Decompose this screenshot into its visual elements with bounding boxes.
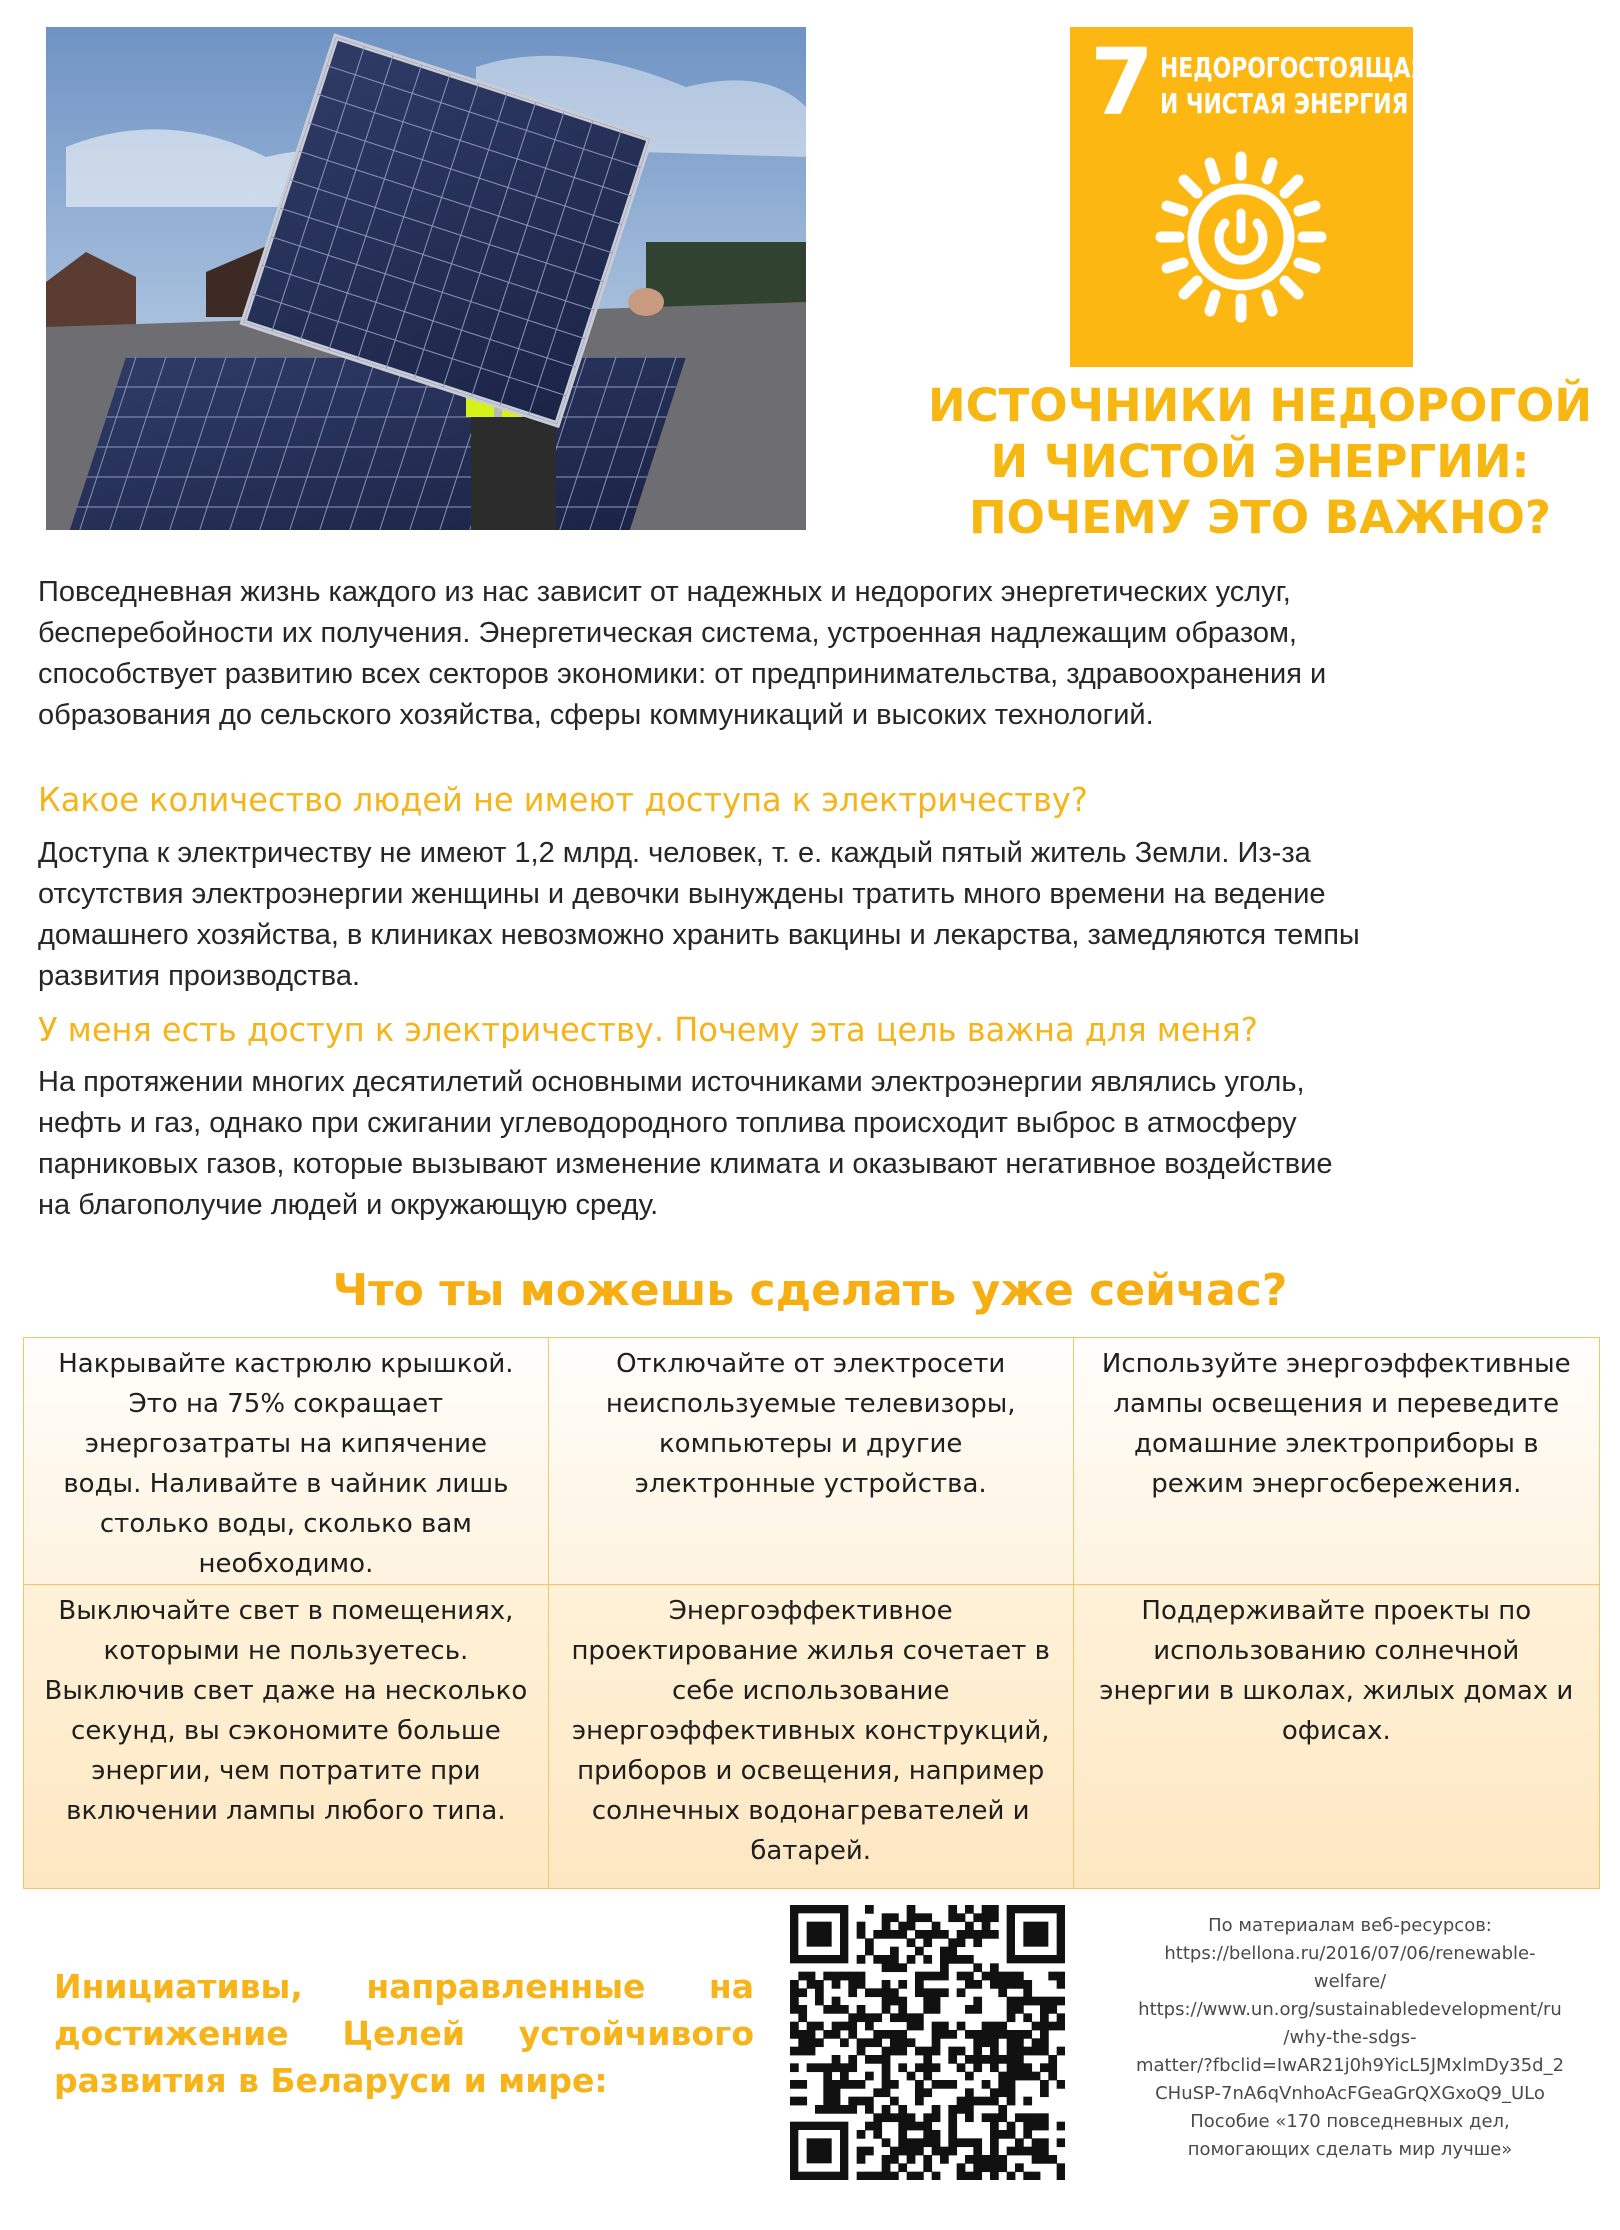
text-line: способствует развитию всех секторов экономики: от предпринимательства, здравоохранения и xyxy=(38,658,1327,690)
source-line: помогающих сделать мир лучше» xyxy=(1187,2139,1513,2160)
question-heading-importance: У меня есть доступ к электричеству. Почему эта цель важна для меня? xyxy=(38,1010,1258,1049)
text-line: на благополучие людей и окружающую среду. xyxy=(38,1189,659,1221)
action-cell xyxy=(548,1585,1073,1889)
cell-line: столько воды, сколько вам xyxy=(99,1509,472,1539)
text-line: На протяжении многих десятилетий основными источниками электроэнергии являлись уголь, xyxy=(38,1066,1305,1098)
action-cell xyxy=(24,1338,549,1585)
text-line: отсутствия электроэнергии женщины и девочки вынуждены тратить много времени на ведение xyxy=(38,878,1326,910)
cell-line: энергозатраты на кипячение xyxy=(84,1429,488,1459)
cell-line: энергии в школах, жилых домах и xyxy=(1099,1676,1574,1706)
text-line: нефть и газ, однако при сжигании углеводородного топлива происходит выброс в атмосферу xyxy=(38,1107,1297,1139)
text-line: домашнего хозяйства, в клиниках невозможно хранить вакцины и лекарства, замедляются темпы xyxy=(38,919,1360,951)
sources-note xyxy=(1100,1912,1600,2164)
qr-code[interactable] xyxy=(790,1905,1065,2180)
action-cell xyxy=(1073,1338,1599,1585)
cell-line: Энергоэффективное xyxy=(668,1596,953,1626)
text-line: бесперебойности их получения. Энергетическая система, устроенная надлежащим образом, xyxy=(38,617,1297,649)
cell-line: себе использование xyxy=(671,1676,950,1706)
table-row xyxy=(24,1585,1600,1889)
initiatives-line: Инициативы, направленные на xyxy=(54,1967,754,2006)
cell-line: Выключайте свет в помещениях, xyxy=(58,1596,514,1626)
source-link[interactable]: CHuSP-7nA6qVnhoAcFGeaGrQXGxoQ9_ULo xyxy=(1155,2083,1545,2104)
source-line: По материалам веб-ресурсов: xyxy=(1208,1915,1492,1936)
initiatives-heading xyxy=(54,1963,754,2104)
cell-line: лампы освещения и переведите xyxy=(1113,1389,1560,1419)
cell-line: Поддерживайте проекты по xyxy=(1141,1596,1532,1626)
text-line: Повседневная жизнь каждого из нас зависит от надежных и недорогих энергетических услуг, xyxy=(38,576,1291,608)
cell-line: Отключайте от электросети xyxy=(616,1349,1006,1379)
sdg7-badge xyxy=(1070,27,1428,367)
cell-line: Это на 75% сокращает xyxy=(128,1389,444,1419)
cell-line: проектирование жилья сочетает в xyxy=(571,1636,1050,1666)
source-link[interactable]: https://www.un.org/sustainabledevelopment/ru xyxy=(1138,1999,1562,2020)
action-cell xyxy=(1073,1585,1599,1889)
cell-line: солнечных водонагревателей и xyxy=(591,1796,1030,1826)
title-line: ПОЧЕМУ ЭТО ВАЖНО? xyxy=(968,491,1552,544)
cell-line: использованию солнечной xyxy=(1153,1636,1520,1666)
cell-line: Используйте энергоэффективные xyxy=(1101,1349,1571,1379)
source-link[interactable]: matter/?fbclid=IwAR21j0h9YicL5JMxlmDy35d_2 xyxy=(1135,2055,1565,2076)
sun-power-icon xyxy=(1151,147,1331,327)
source-line: Пособие «170 повседневных дел, xyxy=(1190,2111,1510,2132)
cell-line: энергоэффективных конструкций, xyxy=(571,1716,1050,1746)
cell-line: воды. Наливайте в чайник лишь xyxy=(63,1469,509,1499)
cell-line: энергии, чем потратите при xyxy=(91,1756,481,1786)
text-line: развития производства. xyxy=(38,960,361,992)
cell-line: секунд, вы сэкономите больше xyxy=(71,1716,501,1746)
cell-line: домашние электроприборы в xyxy=(1134,1429,1539,1459)
action-cell xyxy=(548,1338,1073,1585)
text-line: парниковых газов, которые вызывают изменение климата и оказывают негативное воздействие xyxy=(38,1148,1333,1180)
text-line: Доступа к электричеству не имеют 1,2 млрд. человек, т. е. каждый пятый житель Земли. Из-за xyxy=(38,837,1311,869)
actions-table xyxy=(23,1337,1600,1889)
cell-line: режим энергосбережения. xyxy=(1151,1469,1522,1499)
source-link[interactable]: https://bellona.ru/2016/07/06/renewable- xyxy=(1164,1943,1536,1964)
cell-line: необходимо. xyxy=(198,1549,374,1579)
source-link[interactable]: welfare/ xyxy=(1313,1971,1387,1992)
title-line: ИСТОЧНИКИ НЕДОРОГОЙ xyxy=(928,379,1592,432)
table-row xyxy=(24,1338,1600,1585)
cell-line: компьютеры и другие xyxy=(658,1429,963,1459)
title-line: И ЧИСТОЙ ЭНЕРГИИ: xyxy=(990,435,1530,488)
solar-panel-photo xyxy=(46,27,806,530)
answer-paragraph-access xyxy=(38,833,1590,997)
actions-section-title: Что ты можешь сделать уже сейчас? xyxy=(332,1265,1288,1316)
initiatives-line: достижение Целей устойчивого xyxy=(54,2014,754,2053)
source-link[interactable]: /why-the-sdgs- xyxy=(1283,2027,1417,2048)
text-line: образования до сельского хозяйства, сферы коммуникаций и высоких технологий. xyxy=(38,699,1154,731)
cell-line: приборов и освещения, например xyxy=(577,1756,1045,1786)
answer-paragraph-importance xyxy=(38,1062,1590,1226)
question-heading-access: Какое количество людей не имеют доступа к электричеству? xyxy=(38,780,1088,819)
cell-line: неиспользуемые телевизоры, xyxy=(605,1389,1016,1419)
cell-line: Выключив свет даже на несколько xyxy=(44,1676,528,1706)
cell-line: которыми не пользуетесь. xyxy=(103,1636,469,1666)
initiatives-line: развития в Беларуси и мире: xyxy=(54,2061,608,2100)
cell-line: офисах. xyxy=(1281,1716,1391,1746)
sdg-label-line2: И ЧИСТАЯ ЭНЕРГИЯ xyxy=(1160,87,1409,120)
action-cell xyxy=(24,1585,549,1889)
cell-line: включении лампы любого типа. xyxy=(66,1796,506,1826)
cell-line: электронные устройства. xyxy=(634,1469,987,1499)
page-title xyxy=(900,378,1620,546)
sdg-label-line1: НЕДОРОГОСТОЯЩАЯ xyxy=(1160,51,1428,84)
sdg-number: 7 xyxy=(1090,29,1155,136)
cell-line: Накрывайте кастрюлю крышкой. xyxy=(58,1349,514,1379)
cell-line: батарей. xyxy=(750,1836,872,1866)
qr-code-image xyxy=(790,1905,1065,2180)
intro-paragraph xyxy=(38,572,1590,736)
